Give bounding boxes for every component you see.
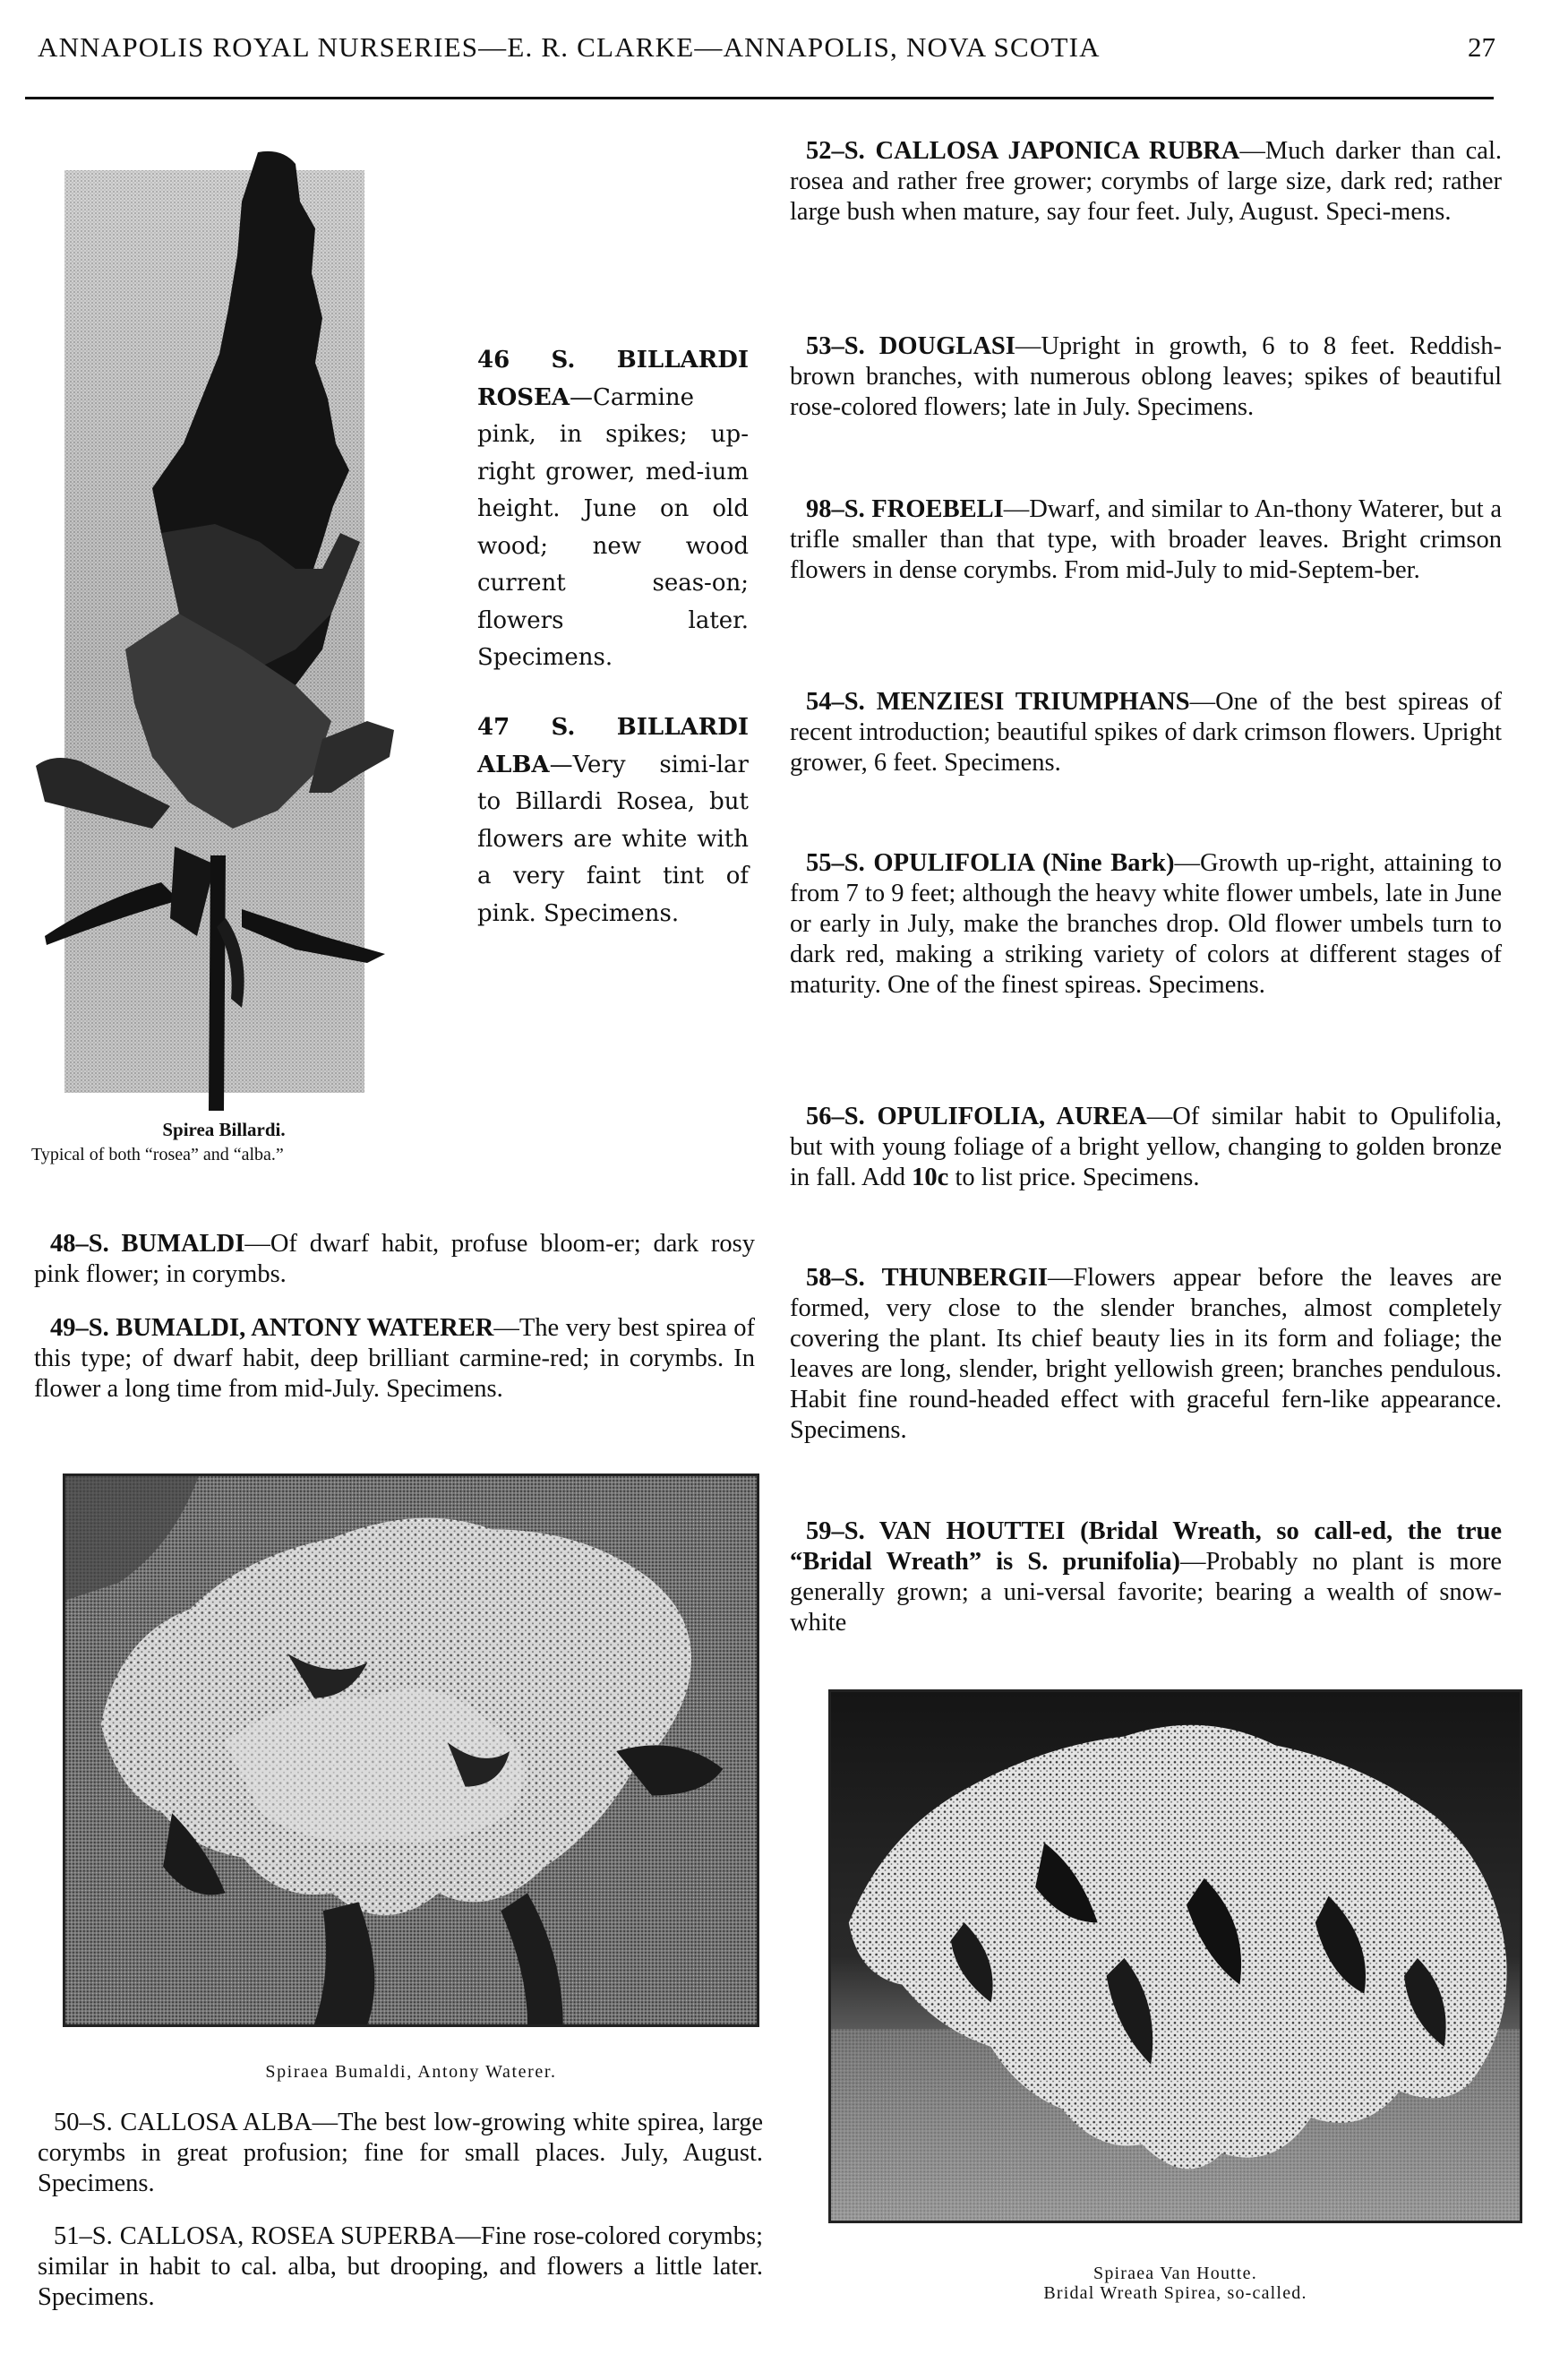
header-rule xyxy=(25,97,1494,99)
catalog-entry-48 xyxy=(34,1229,755,1290)
entry-term: 50–S. CALLOSA ALBA xyxy=(54,2109,313,2136)
figure-caption-billardi xyxy=(27,1117,421,1167)
spiraea-bumaldi-image xyxy=(65,1476,757,2024)
catalog-entry-54 xyxy=(790,687,1502,778)
entry-body: —Upright in growth, 6 to 8 feet. Reddish-brown branches, with numerous oblong leaves; spikes of beautiful rose-colored flowers; late in July. Specimens. xyxy=(790,332,1502,421)
page-header xyxy=(18,27,1504,81)
entry-body-tail: to list price. Specimens. xyxy=(948,1164,1200,1191)
caption-line-1: Spiraea Van Houtte. xyxy=(1093,2264,1257,2283)
photo-spiraea-bumaldi xyxy=(63,1474,759,2027)
entry-body: —Of dwarf habit, profuse bloom-er; dark rosy pink flower; in corymbs. xyxy=(34,1230,755,1288)
entry-price-addon: 10c xyxy=(912,1164,949,1191)
entry-term: 59–S. VAN HOUTTEI (Bridal Wreath, so call-ed, the true “Bridal Wreath” is S. prunifolia) xyxy=(790,1517,1502,1576)
entry-term: 54–S. MENZIESI TRIUMPHANS xyxy=(806,688,1190,716)
entry-body: —Very simi-lar to Billardi Rosea, but flowers are white with a very faint tint of pink. Specimens. xyxy=(477,751,749,927)
entry-term: 46 S. BILLARDI ROSEA xyxy=(477,347,749,411)
entry-term: 98–S. FROEBELI xyxy=(806,495,1004,523)
running-head-title: ANNAPOLIS ROYAL NURSERIES—E. R. CLARKE—ANNAPOLIS, NOVA SCOTIA xyxy=(38,31,1101,63)
entry-term: 52–S. CALLOSA JAPONICA RUBRA xyxy=(806,137,1240,165)
catalog-entry-49 xyxy=(34,1313,755,1405)
page-number: 27 xyxy=(1468,31,1495,63)
entry-body: —Probably no plant is more generally grown; a uni-versal favorite; bearing a wealth of snow-white xyxy=(790,1548,1502,1637)
caption-line-2: Bridal Wreath Spirea, so-called. xyxy=(1043,2283,1307,2303)
catalog-entry-55 xyxy=(790,848,1502,1001)
spirea-billardi-image xyxy=(27,148,403,1115)
catalog-entry-56 xyxy=(790,1102,1502,1193)
entry-body: —The best low-growing white spirea, large corymbs in great profusion; fine for small places. July, August. Specimens. xyxy=(38,2109,763,2197)
photo-spiraea-van-houtte xyxy=(828,1689,1522,2223)
entry-term: 58–S. THUNBERGII xyxy=(806,1264,1048,1292)
catalog-entry-52 xyxy=(790,136,1502,228)
photo-spirea-billardi xyxy=(27,148,403,1115)
figure-caption-van-houtte xyxy=(828,2264,1522,2303)
entry-body: —Flowers appear before the leaves are formed, very close to the slender branches, almost completely covering the plant. Its chief beauty lies in its form and foliage; the leaves are long, slender, bright yellowish green; branches pendulous. Habit fine round-headed effect with graceful fern-like appearance. Specimens. xyxy=(790,1264,1502,1444)
catalog-entry-47 xyxy=(477,709,749,932)
caption-line-1: Spirea Billardi. xyxy=(162,1119,286,1140)
catalog-entry-50 xyxy=(38,2108,763,2199)
catalog-entry-46 xyxy=(477,342,749,677)
catalog-entry-98 xyxy=(790,494,1502,586)
entry-body: —The very best spirea of this type; of dwarf habit, deep brilliant carmine-red; in corymbs. In flower a long time from mid-July. Specimens. xyxy=(34,1314,756,1403)
entry-term: 51–S. CALLOSA, ROSEA SUPERBA xyxy=(54,2222,456,2250)
entry-body: —Much darker than cal. rosea and rather free grower; corymbs of large size, dark red; rather large bush when mature, say four feet. July, August. Speci-mens. xyxy=(790,137,1502,226)
spiraea-van-houtte-image xyxy=(831,1692,1520,2221)
catalog-entry-51 xyxy=(38,2221,763,2313)
caption-line-2: Typical of both “rosea” and “alba.” xyxy=(31,1145,284,1164)
entry-body: —Dwarf, and similar to An-thony Waterer, but a trifle smaller than that type, with broader leaves. Bright crimson flowers in dense corymbs. From mid-July to mid-Septem-ber. xyxy=(790,495,1502,584)
entry-body: —Of similar habit to Opulifolia, but with young foliage of a bright yellow, changing to golden bronze in fall. Add xyxy=(790,1103,1502,1191)
catalog-entry-53 xyxy=(790,331,1502,423)
entry-term: 55–S. OPULIFOLIA (Nine Bark) xyxy=(806,849,1175,877)
figure-caption-bumaldi: Spiraea Bumaldi, Antony Waterer. xyxy=(265,2062,557,2082)
catalog-entry-59 xyxy=(790,1516,1502,1638)
entry-term: 48–S. BUMALDI xyxy=(50,1230,245,1258)
entry-body: —Fine rose-colored corymbs; similar in habit to cal. alba, but drooping, and flowers a little later. Specimens. xyxy=(38,2222,763,2311)
entry-term: 53–S. DOUGLASI xyxy=(806,332,1015,360)
entry-body: —Carmine pink, in spikes; up-right grower, med-ium height. June on old wood; new wood current seas-on; flowers later. Specimens. xyxy=(477,383,749,671)
entry-term: 49–S. BUMALDI, ANTONY WATERER xyxy=(50,1314,494,1342)
entry-body: —Growth up-right, attaining to from 7 to 9 feet; although the heavy white flower umbels, late in June or early in July, make the branches drop. Old flower umbels turn to dark red, making a striking variety of colors at different stages of maturity. One of the finest spireas. Specimens. xyxy=(790,849,1502,999)
entry-term: 47 S. BILLARDI ALBA xyxy=(477,714,749,778)
entry-term: 56–S. OPULIFOLIA, AUREA xyxy=(806,1103,1147,1130)
catalog-entry-58 xyxy=(790,1263,1502,1446)
entry-body: —One of the best spireas of recent introduction; beautiful spikes of dark crimson flowers. Upright grower, 6 feet. Specimens. xyxy=(790,688,1502,777)
